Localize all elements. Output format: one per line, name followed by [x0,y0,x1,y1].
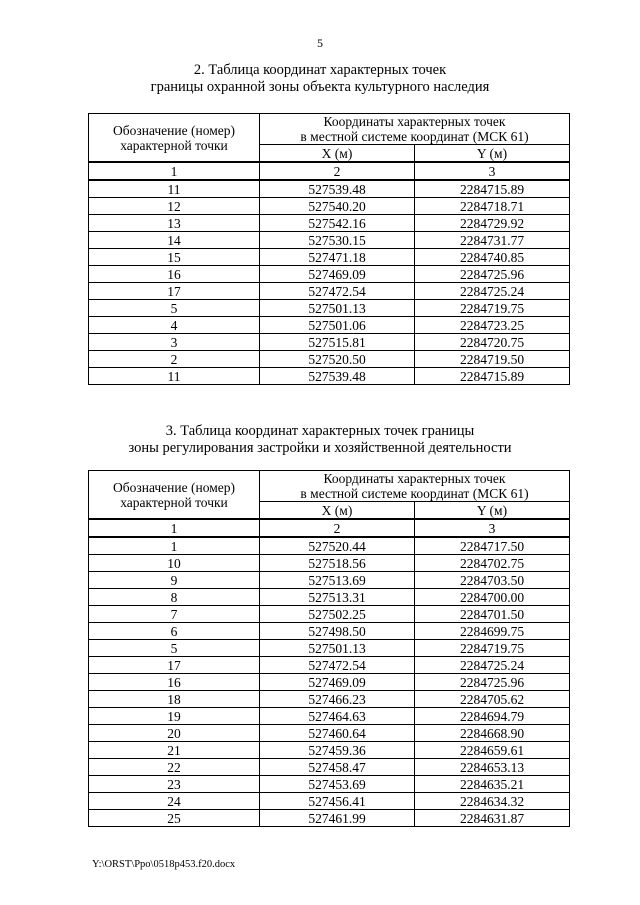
point-number-cell: 6 [89,623,260,640]
table2-title [0,62,640,96]
y-coordinate-cell: 2284702.75 [415,555,570,572]
table2-numbering-row [89,162,570,180]
table-row [89,606,570,623]
x-coordinate-cell: 527458.47 [260,759,415,776]
footer-file-path: Y:\ORST\Ppo\0518p453.f20.docx [92,859,236,870]
table-row [89,232,570,249]
table2-header-x: X (м) [260,145,415,163]
table3-header-coords [260,471,570,502]
y-coordinate-cell: 2284720.75 [415,334,570,351]
point-number-cell: 10 [89,555,260,572]
table-row [89,759,570,776]
table2-numbering-1: 1 [89,162,260,180]
table3-body [89,471,570,827]
table2-header-coords [260,114,570,145]
point-number-cell: 8 [89,589,260,606]
table-row [89,266,570,283]
table2-title-line1: 2. Таблица координат характерных точек [193,62,447,78]
table3-header-coords-line2: в местной системе координат (МСК 61) [300,486,529,501]
table2-coordinates [88,113,570,385]
page-number: 5 [317,36,323,50]
point-number-cell: 7 [89,606,260,623]
table-row [89,725,570,742]
x-coordinate-cell: 527456.41 [260,793,415,810]
x-coordinate-cell: 527530.15 [260,232,415,249]
y-coordinate-cell: 2284715.89 [415,180,570,198]
point-number-cell: 11 [89,368,260,385]
y-coordinate-cell: 2284703.50 [415,572,570,589]
y-coordinate-cell: 2284731.77 [415,232,570,249]
point-number-cell: 18 [89,691,260,708]
y-coordinate-cell: 2284718.71 [415,198,570,215]
table3-numbering-1: 1 [89,519,260,537]
table3-numbering-3: 3 [415,519,570,537]
x-coordinate-cell: 527520.50 [260,351,415,368]
y-coordinate-cell: 2284653.13 [415,759,570,776]
y-coordinate-cell: 2284717.50 [415,537,570,555]
table3-title-line2: зоны регулирования застройки и хозяйственной деятельности [128,440,512,456]
y-coordinate-cell: 2284725.24 [415,657,570,674]
table-row [89,334,570,351]
x-coordinate-cell: 527539.48 [260,368,415,385]
point-number-cell: 16 [89,266,260,283]
y-coordinate-cell: 2284705.62 [415,691,570,708]
table2-header-designation-line1: Обозначение (номер) [113,122,235,138]
table-row [89,691,570,708]
point-number-cell: 17 [89,657,260,674]
table3-header-coords-line1: Координаты характерных точек [323,471,506,486]
table-row [89,198,570,215]
y-coordinate-cell: 2284729.92 [415,215,570,232]
x-coordinate-cell: 527498.50 [260,623,415,640]
table3-header-designation-line1: Обозначение (номер) [113,479,235,495]
table3-numbering-row [89,519,570,537]
table-row [89,317,570,334]
x-coordinate-cell: 527501.06 [260,317,415,334]
table-row [89,180,570,198]
table2-header-coords-line1: Координаты характерных точек [323,114,506,129]
x-coordinate-cell: 527539.48 [260,180,415,198]
point-number-cell: 4 [89,317,260,334]
point-number-cell: 23 [89,776,260,793]
table3-title-line1: 3. Таблица координат характерных точек границы [165,423,475,439]
table2-header-designation [89,114,260,163]
x-coordinate-cell: 527520.44 [260,537,415,555]
x-coordinate-cell: 527501.13 [260,300,415,317]
point-number-cell: 14 [89,232,260,249]
x-coordinate-cell: 527472.54 [260,657,415,674]
y-coordinate-cell: 2284635.21 [415,776,570,793]
table-row [89,589,570,606]
x-coordinate-cell: 527502.25 [260,606,415,623]
x-coordinate-cell: 527542.16 [260,215,415,232]
y-coordinate-cell: 2284699.75 [415,623,570,640]
table-row [89,283,570,300]
table-row [89,674,570,691]
x-coordinate-cell: 527464.63 [260,708,415,725]
y-coordinate-cell: 2284725.96 [415,674,570,691]
y-coordinate-cell: 2284725.24 [415,283,570,300]
x-coordinate-cell: 527453.69 [260,776,415,793]
y-coordinate-cell: 2284715.89 [415,368,570,385]
table3-header-designation-line2: характерной точки [120,494,228,510]
table-row [89,708,570,725]
point-number-cell: 5 [89,640,260,657]
point-number-cell: 2 [89,351,260,368]
y-coordinate-cell: 2284719.75 [415,640,570,657]
table-row [89,657,570,674]
table2-title-line2: границы охранной зоны объекта культурного наследия [150,79,490,95]
point-number-cell: 19 [89,708,260,725]
x-coordinate-cell: 527515.81 [260,334,415,351]
table2-header-y: Y (м) [415,145,570,163]
table-row [89,572,570,589]
point-number-cell: 12 [89,198,260,215]
table-row [89,300,570,317]
x-coordinate-cell: 527469.09 [260,674,415,691]
table2-header-coords-line2: в местной системе координат (МСК 61) [300,129,529,144]
x-coordinate-cell: 527513.69 [260,572,415,589]
point-number-cell: 15 [89,249,260,266]
table-row [89,215,570,232]
table3-header-row [89,471,570,502]
point-number-cell: 9 [89,572,260,589]
x-coordinate-cell: 527540.20 [260,198,415,215]
x-coordinate-cell: 527471.18 [260,249,415,266]
x-coordinate-cell: 527469.09 [260,266,415,283]
y-coordinate-cell: 2284659.61 [415,742,570,759]
point-number-cell: 25 [89,810,260,827]
y-coordinate-cell: 2284700.00 [415,589,570,606]
table-row [89,555,570,572]
table-row [89,351,570,368]
table-row [89,776,570,793]
point-number-cell: 17 [89,283,260,300]
point-number-cell: 24 [89,793,260,810]
point-number-cell: 3 [89,334,260,351]
point-number-cell: 11 [89,180,260,198]
y-coordinate-cell: 2284740.85 [415,249,570,266]
x-coordinate-cell: 527461.99 [260,810,415,827]
table3-header-y: Y (м) [415,502,570,520]
x-coordinate-cell: 527460.64 [260,725,415,742]
table2-numbering-3: 3 [415,162,570,180]
x-coordinate-cell: 527459.36 [260,742,415,759]
point-number-cell: 21 [89,742,260,759]
y-coordinate-cell: 2284723.25 [415,317,570,334]
point-number-cell: 16 [89,674,260,691]
table3-header-x: X (м) [260,502,415,520]
table3-header-designation [89,471,260,520]
table-row [89,793,570,810]
point-number-cell: 22 [89,759,260,776]
x-coordinate-cell: 527518.56 [260,555,415,572]
table-row [89,742,570,759]
table3-coordinates [88,470,570,827]
table-row [89,640,570,657]
y-coordinate-cell: 2284725.96 [415,266,570,283]
table2-body [89,114,570,385]
x-coordinate-cell: 527501.13 [260,640,415,657]
x-coordinate-cell: 527466.23 [260,691,415,708]
y-coordinate-cell: 2284719.75 [415,300,570,317]
y-coordinate-cell: 2284719.50 [415,351,570,368]
point-number-cell: 5 [89,300,260,317]
x-coordinate-cell: 527472.54 [260,283,415,300]
table-row [89,623,570,640]
point-number-cell: 13 [89,215,260,232]
table2-numbering-2: 2 [260,162,415,180]
y-coordinate-cell: 2284631.87 [415,810,570,827]
table3-title [0,423,640,457]
table-row [89,249,570,266]
point-number-cell: 20 [89,725,260,742]
y-coordinate-cell: 2284694.79 [415,708,570,725]
table-row [89,537,570,555]
point-number-cell: 1 [89,537,260,555]
table2-header-row [89,114,570,145]
table-row [89,810,570,827]
y-coordinate-cell: 2284668.90 [415,725,570,742]
table-row [89,368,570,385]
x-coordinate-cell: 527513.31 [260,589,415,606]
table2-header-designation-line2: характерной точки [120,137,228,153]
y-coordinate-cell: 2284634.32 [415,793,570,810]
table3-numbering-2: 2 [260,519,415,537]
y-coordinate-cell: 2284701.50 [415,606,570,623]
